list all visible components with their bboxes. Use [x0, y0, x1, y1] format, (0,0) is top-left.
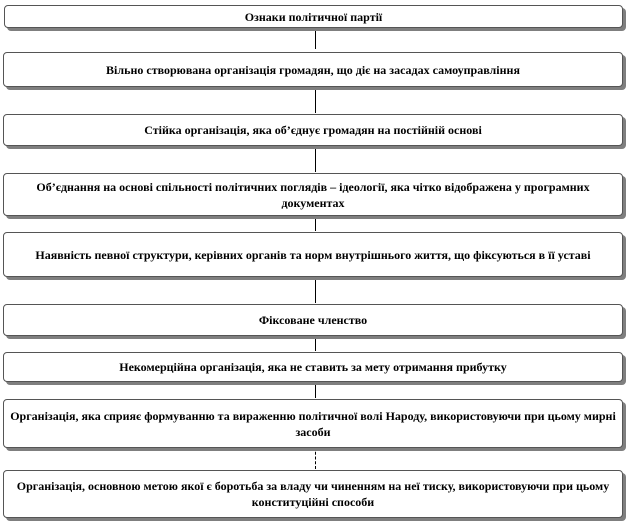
connector-line [315, 145, 316, 172]
feature-text: Організація, яка сприяє формуванню та вираженню політичної волі Народу, використовуючи при цьому мирні засоби [10, 408, 616, 439]
feature-text: Стійка організація, яка об’єднує громадян на постійній основі [144, 123, 482, 137]
feature-box [3, 232, 623, 277]
feature-text: Наявність певної структури, керівних органів та норм внутрішнього життя, що фіксуються в її уставі [35, 247, 591, 262]
diagram-title-box [4, 5, 623, 28]
feature-box [3, 399, 623, 448]
connector-line [315, 447, 317, 469]
feature-text: Організація, основною метою якої є боротьба за владу чи чиненням на неї тиску, використовуючи при цьому конституційні способи [16, 479, 610, 509]
connector-line [315, 26, 316, 49]
feature-box [3, 304, 623, 336]
feature-box [3, 114, 623, 146]
feature-text: Некомерційна організація, яка не ставить за мету отримання прибутку [119, 360, 507, 374]
feature-text: Об’єднання на основі спільності політичних поглядів – ідеології, яка чітко відображена у програмних документах [36, 179, 590, 210]
diagram-title: Ознаки політичної партії [244, 9, 383, 24]
connector-line [315, 276, 316, 303]
feature-text: Фіксоване членство [258, 313, 368, 327]
feature-box [3, 470, 623, 518]
feature-box [3, 52, 623, 87]
feature-text: Вільно створювана організація громадян, що діє на засадах самоуправління [106, 62, 520, 77]
connector-line [315, 86, 316, 113]
connector-line [315, 215, 316, 231]
feature-box [3, 173, 623, 216]
feature-box [3, 352, 623, 382]
connector-line [315, 381, 316, 398]
connector-line [315, 335, 316, 351]
